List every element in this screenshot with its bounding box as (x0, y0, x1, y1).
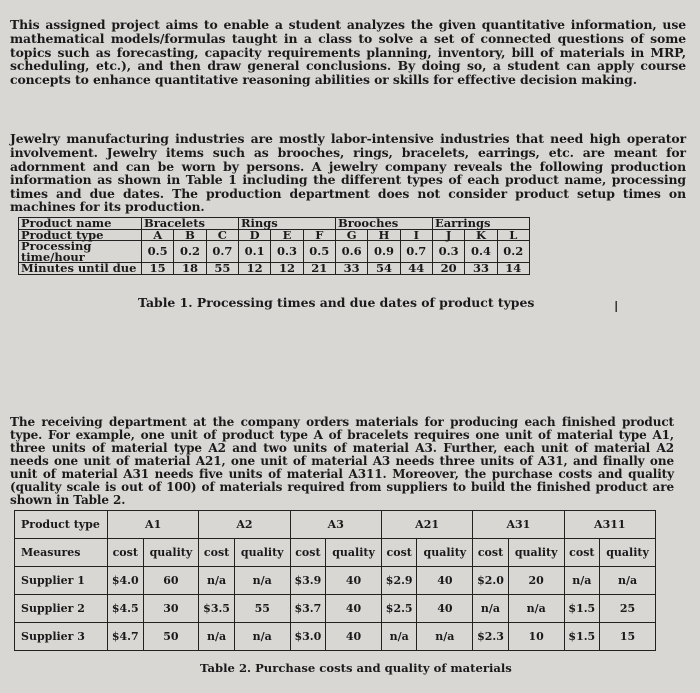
product-type-cell: H (368, 229, 400, 241)
supplier-row (15, 567, 656, 595)
row-label-product-type: Product type (19, 229, 142, 241)
supplier-value-cell: $1.5 (564, 595, 600, 623)
supplier-label: Supplier 3 (15, 623, 108, 651)
processing-time-cell: 0.6 (335, 241, 367, 263)
supplier-value-cell: 15 (600, 623, 656, 651)
supplier-value-cell: 40 (326, 595, 382, 623)
minutes-until-due-cell: 18 (174, 263, 206, 275)
minutes-until-due-cell: 33 (335, 263, 367, 275)
receiving-paragraph: The receiving department at the company orders materials for producing each finished product type. For example, one unit of product type A of bracelets requires one unit of material type A1, three units of material type A2 and two units of material A3. Further, each unit of material A2 needs one unit of material A21, one unit of material A3 needs three units of A31, and finally one unit of material A31 needs five units of material A311. Moreover, the purchase costs and quality (quality scale is out of 100) of materials required from suppliers to build the finished product are shown in Table 2. (10, 415, 674, 507)
processing-time-cell: 0.5 (303, 241, 335, 263)
minutes-until-due-cell: 12 (271, 263, 303, 275)
corner-label-product-type: Product type (15, 511, 108, 539)
row-label-minutes-until-due: Minutes until due (19, 263, 142, 275)
material-type-header: A3 (290, 511, 381, 539)
supplier-value-cell: $2.9 (381, 567, 417, 595)
product-type-cell: G (335, 229, 367, 241)
minutes-until-due-cell: 15 (142, 263, 174, 275)
supplier-value-cell: n/a (600, 567, 656, 595)
processing-time-cell: 0.2 (497, 241, 529, 263)
supplier-value-cell: 30 (143, 595, 199, 623)
processing-time-cell: 0.9 (368, 241, 400, 263)
supplier-value-cell: $2.0 (473, 567, 509, 595)
processing-time-cell: 0.5 (142, 241, 174, 263)
text-cursor-icon: I (614, 298, 619, 316)
supplier-value-cell: $4.0 (108, 567, 144, 595)
product-type-cell: E (271, 229, 303, 241)
cost-header: cost (564, 539, 600, 567)
minutes-until-due-cell: 20 (432, 263, 464, 275)
quality-header: quality (143, 539, 199, 567)
minutes-until-due-cell: 33 (465, 263, 497, 275)
quality-header: quality (417, 539, 473, 567)
supplier-value-cell: $4.5 (108, 595, 144, 623)
material-type-header: A311 (564, 511, 655, 539)
group-brooches: Brooches (335, 218, 432, 230)
supplier-value-cell: n/a (417, 623, 473, 651)
supplier-value-cell: n/a (199, 623, 235, 651)
quality-header: quality (326, 539, 382, 567)
product-type-cell: C (206, 229, 238, 241)
supplier-value-cell: 40 (417, 567, 473, 595)
product-type-cell: B (174, 229, 206, 241)
product-type-cell: K (465, 229, 497, 241)
product-type-cell: L (497, 229, 529, 241)
supplier-value-cell: $3.0 (290, 623, 326, 651)
processing-time-cell: 0.7 (206, 241, 238, 263)
processing-times-table (18, 217, 530, 275)
supplier-value-cell: 60 (143, 567, 199, 595)
supplier-row (15, 595, 656, 623)
processing-time-cell: 0.3 (432, 241, 464, 263)
group-bracelets: Bracelets (142, 218, 239, 230)
supplier-value-cell: 10 (508, 623, 564, 651)
supplier-value-cell: $1.5 (564, 623, 600, 651)
material-type-header: A1 (108, 511, 199, 539)
jewelry-paragraph: Jewelry manufacturing industries are mostly labor-intensive industries that need high operator involvement. Jewelry items such as brooches, rings, bracelets, earrings, etc. are meant for adornment and can be worn by persons. A jewelry company reveals the following production information as shown in Table 1 including the different types of each product name, processing times and due dates. The production department does not consider product setup times on machines for its production. (10, 131, 686, 215)
supplier-value-cell: $3.7 (290, 595, 326, 623)
measures-label: Measures (15, 539, 108, 567)
supplier-value-cell: n/a (234, 567, 290, 595)
minutes-until-due-cell: 14 (497, 263, 529, 275)
cost-header: cost (199, 539, 235, 567)
supplier-value-cell: n/a (381, 623, 417, 651)
supplier-value-cell: 20 (508, 567, 564, 595)
intro-paragraph: This assigned project aims to enable a student analyzes the given quantitative information, use mathematical models/formulas taught in a class to solve a set of connected questions of some topics such as forecasting, capacity requirements planning, inventory, bill of materials in MRP, scheduling, etc.), and then draw general conclusions. By doing so, a student can apply course concepts to enhance quantitative reasoning abilities or skills for effective decision making. (10, 17, 686, 87)
table1-caption: Table 1. Processing times and due dates of product types (138, 295, 535, 310)
supplier-value-cell: 40 (326, 567, 382, 595)
supplier-label: Supplier 1 (15, 567, 108, 595)
processing-time-cell: 0.3 (271, 241, 303, 263)
quality-header: quality (234, 539, 290, 567)
processing-time-cell: 0.1 (238, 241, 270, 263)
material-type-header: A21 (381, 511, 472, 539)
supplier-row (15, 623, 656, 651)
row-label-processing: Processing time/hour (19, 241, 142, 263)
supplier-value-cell: n/a (199, 567, 235, 595)
supplier-value-cell: n/a (234, 623, 290, 651)
cost-header: cost (473, 539, 509, 567)
minutes-until-due-cell: 54 (368, 263, 400, 275)
table2-caption: Table 2. Purchase costs and quality of materials (200, 661, 512, 675)
supplier-value-cell: 25 (600, 595, 656, 623)
minutes-until-due-cell: 55 (206, 263, 238, 275)
supplier-label: Supplier 2 (15, 595, 108, 623)
supplier-value-cell: $4.7 (108, 623, 144, 651)
supplier-value-cell: $3.9 (290, 567, 326, 595)
product-type-cell: D (238, 229, 270, 241)
supplier-value-cell: n/a (564, 567, 600, 595)
purchase-costs-table (14, 510, 656, 651)
row-label-product-name: Product name (19, 218, 142, 230)
group-earrings: Earrings (432, 218, 529, 230)
product-type-cell: J (432, 229, 464, 241)
supplier-value-cell: n/a (473, 595, 509, 623)
group-rings: Rings (238, 218, 335, 230)
minutes-until-due-cell: 12 (238, 263, 270, 275)
supplier-value-cell: $3.5 (199, 595, 235, 623)
product-type-cell: F (303, 229, 335, 241)
cost-header: cost (381, 539, 417, 567)
supplier-value-cell: $2.5 (381, 595, 417, 623)
processing-time-cell: 0.4 (465, 241, 497, 263)
supplier-value-cell: $2.3 (473, 623, 509, 651)
processing-time-cell: 0.7 (400, 241, 432, 263)
product-type-cell: I (400, 229, 432, 241)
supplier-value-cell: 50 (143, 623, 199, 651)
supplier-value-cell: 40 (326, 623, 382, 651)
supplier-value-cell: n/a (508, 595, 564, 623)
cost-header: cost (108, 539, 144, 567)
quality-header: quality (508, 539, 564, 567)
material-type-header: A2 (199, 511, 290, 539)
minutes-until-due-cell: 44 (400, 263, 432, 275)
cost-header: cost (290, 539, 326, 567)
material-type-header: A31 (473, 511, 564, 539)
supplier-value-cell: 40 (417, 595, 473, 623)
product-type-cell: A (142, 229, 174, 241)
supplier-value-cell: 55 (234, 595, 290, 623)
processing-time-cell: 0.2 (174, 241, 206, 263)
minutes-until-due-cell: 21 (303, 263, 335, 275)
quality-header: quality (600, 539, 656, 567)
